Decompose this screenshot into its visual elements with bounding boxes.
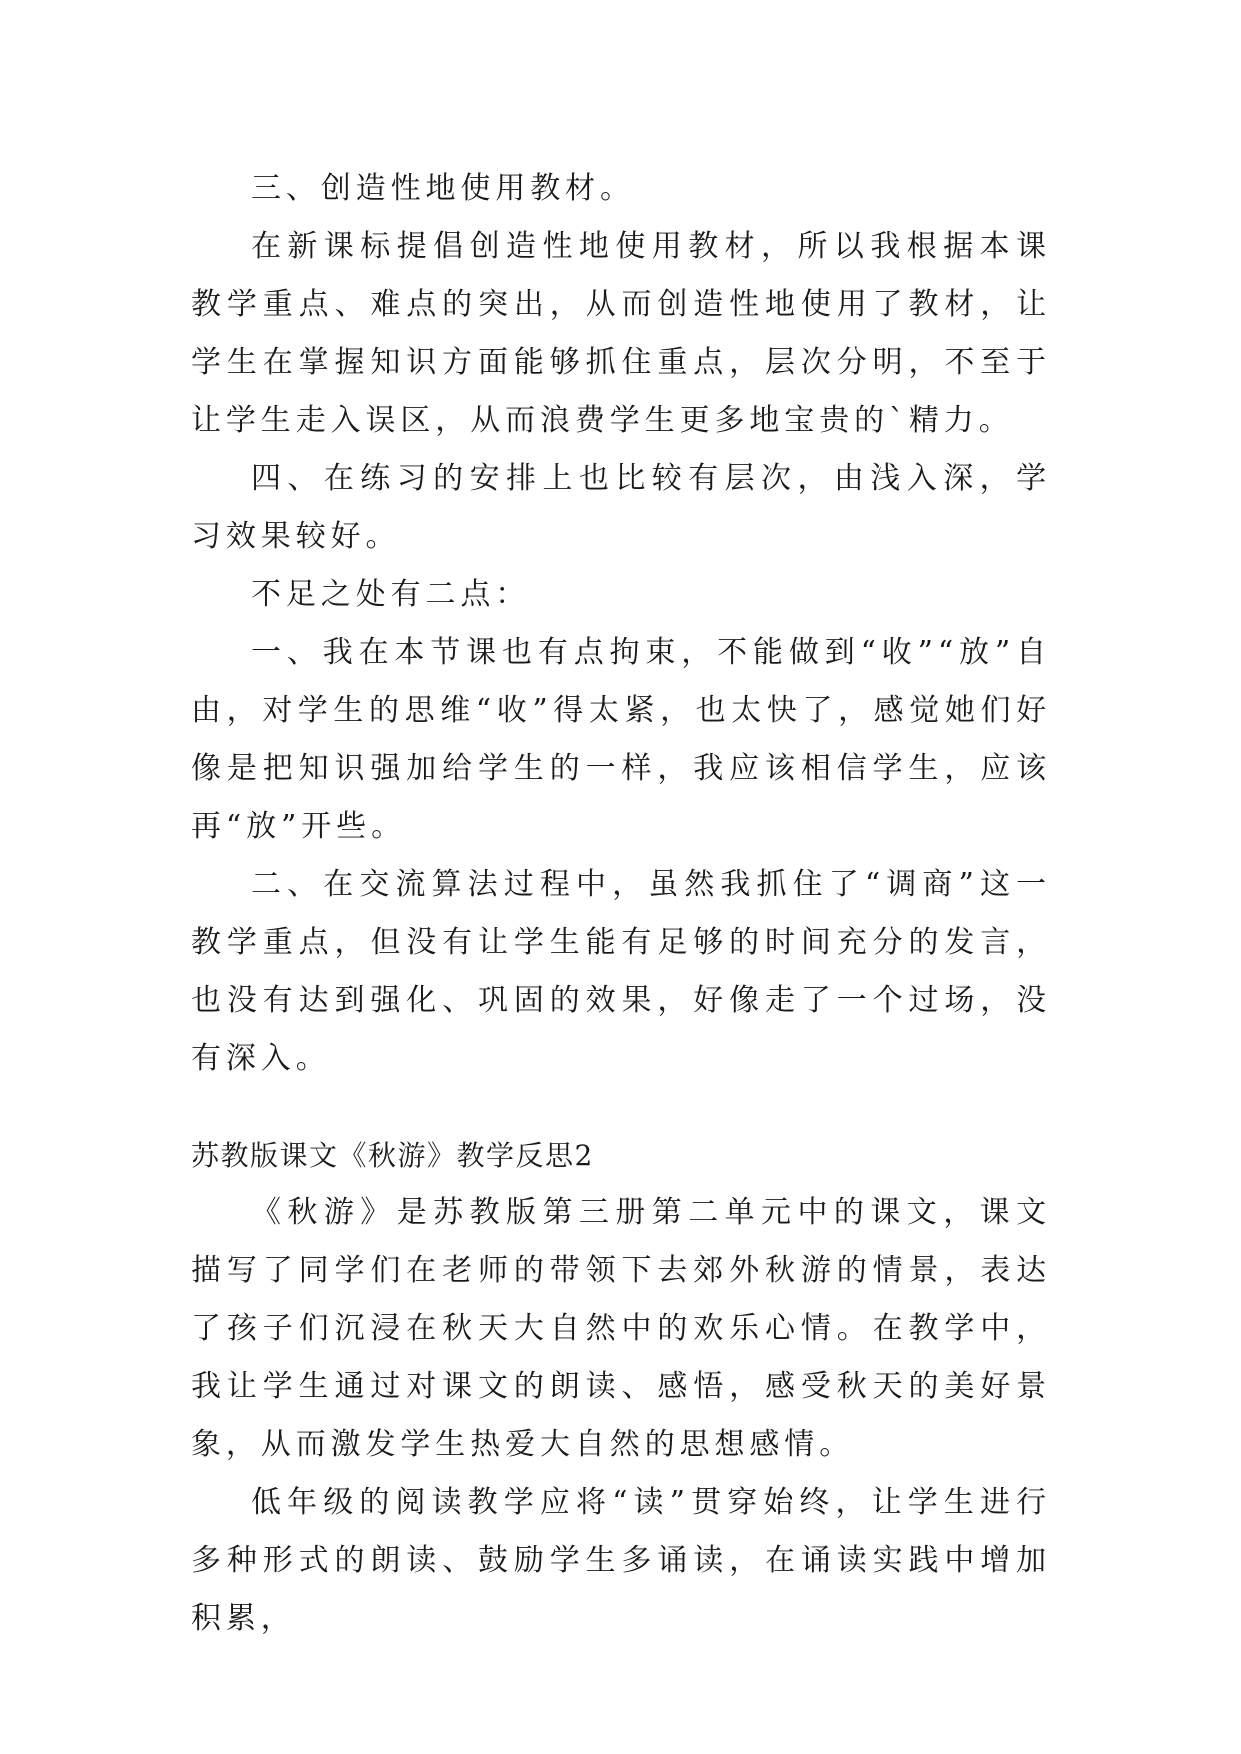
paragraph-shortcomings-intro: 不足之处有二点：: [251, 577, 531, 612]
paragraph-point-four: 四、在练习的安排上也比较有层次，由浅入深，学习效果较好。: [191, 461, 1051, 554]
document-page: [191, 160, 1051, 1648]
paragraph-shortcoming-two: 二、在交流算法过程中，虽然我抓住了“调商”这一教学重点，但没有让学生能有足够的时间充分的发言，也没有达到强化、巩固的效果，好像走了一个过场，没有深入。: [191, 867, 1051, 1076]
paragraph-qiuyou-intro: 《秋游》是苏教版第三册第二单元中的课文，课文描写了同学们在老师的带领下去郊外秋游的情景，表达了孩子们沉浸在秋天大自然中的欢乐心情。在教学中，我让学生通过对课文的朗读、感悟，感受秋天的美好景象，从而激发学生热爱大自然的思想感情。: [191, 1195, 1051, 1462]
paragraph-creative-textbook-use: 在新课标提倡创造性地使用教材，所以我根据本课教学重点、难点的突出，从而创造性地使用了教材，让学生在掌握知识方面能够抓住重点，层次分明，不至于让学生走入误区，从而浪费学生更多地宝贵的`精力。: [191, 229, 1051, 438]
paragraph-point-three: 三、创造性地使用教材。: [251, 171, 635, 206]
paragraph-reading-teaching: 低年级的阅读教学应将“读”贯穿始终，让学生进行多种形式的朗读、鼓励学生多诵读，在诵读实践中增加积累，: [191, 1485, 1051, 1636]
paragraph-shortcoming-one: 一、我在本节课也有点拘束，不能做到“收”“放”自由，对学生的思维“收”得太紧，也太快了，感觉她们好像是把知识强加给学生的一样，我应该相信学生，应该再“放”开些。: [191, 635, 1051, 844]
article-heading: 苏教版课文《秋游》教学反思2: [191, 1139, 594, 1172]
